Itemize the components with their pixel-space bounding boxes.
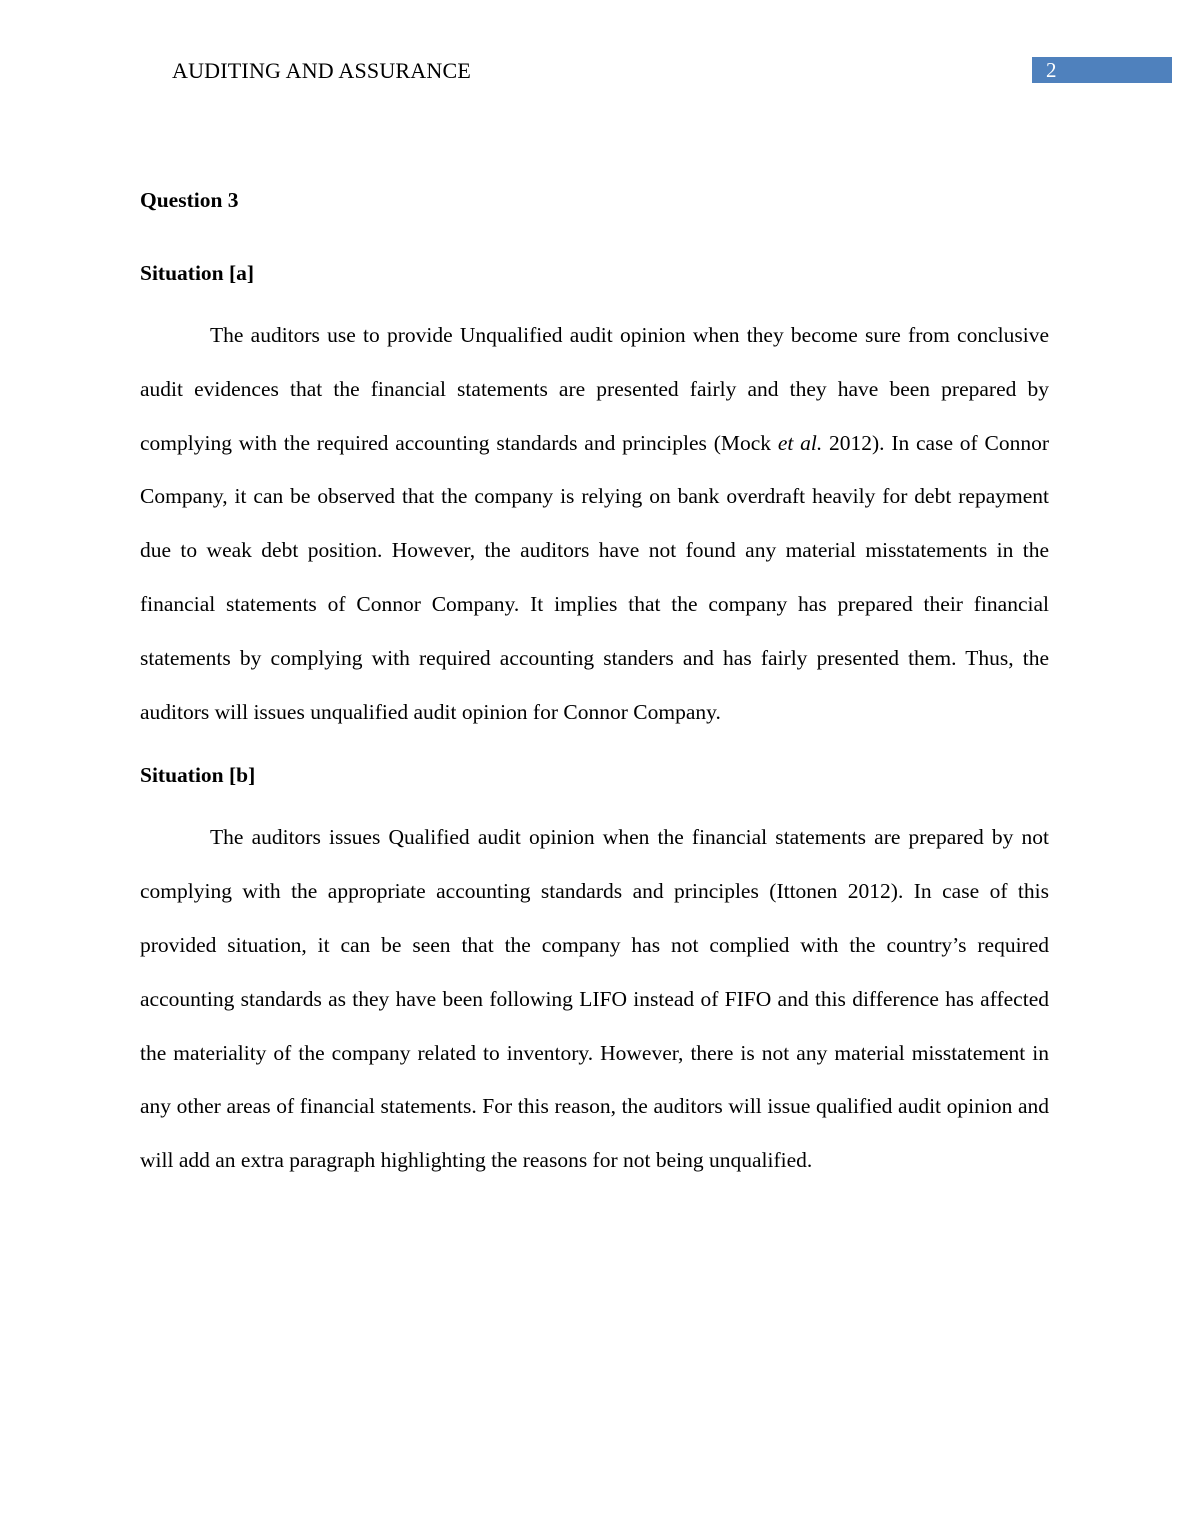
situation-b-paragraph: The auditors issues Qualified audit opinion when the financial statements are prepared by not complying with the appropriate accounting standards and principles (Ittonen 2012). In case of this provided situation, it can be seen that the company has not complied with the country’s required accounting standards as they have been following LIFO instead of FIFO and this difference has affected the materiality of the company related to inventory. However, there is not any material misstatement in any other areas of financial statements. For this reason, the auditors will issue qualified audit opinion and will add an extra paragraph highlighting the reasons for not being unqualified.	[140, 825, 1049, 1173]
running-head: AUDITING AND ASSURANCE	[172, 58, 471, 83]
situation-b-heading: Situation [b]	[140, 763, 256, 788]
situation-a-paragraph	[140, 309, 1049, 739]
situation-a-heading: Situation [a]	[140, 261, 255, 285]
document-body	[140, 182, 1049, 1188]
citation-et-al: et al.	[777, 430, 823, 455]
situation-a-text-end: 2012). In case of Connor Company, it can be observed that the company is relying on bank overdraft heavily for debt repayment due to weak debt position. However, the auditors have not found any material misstatements in the financial statements of Connor Company. It implies that the company has prepared their financial statements by complying with required accounting standers and has fairly presented them. Thus, the auditors will issues unqualified audit opinion for Connor Company.	[140, 430, 1049, 724]
question-heading: Question 3	[140, 188, 239, 212]
situation-a-text-start: The auditors use to provide Unqualified audit opinion when they become sure from conclusive audit evidences that the financial statements are presented fairly and they have been prepared by complying with the required accounting standards and principles (Mock	[140, 323, 1049, 455]
page-number-badge: 2	[1032, 57, 1172, 83]
